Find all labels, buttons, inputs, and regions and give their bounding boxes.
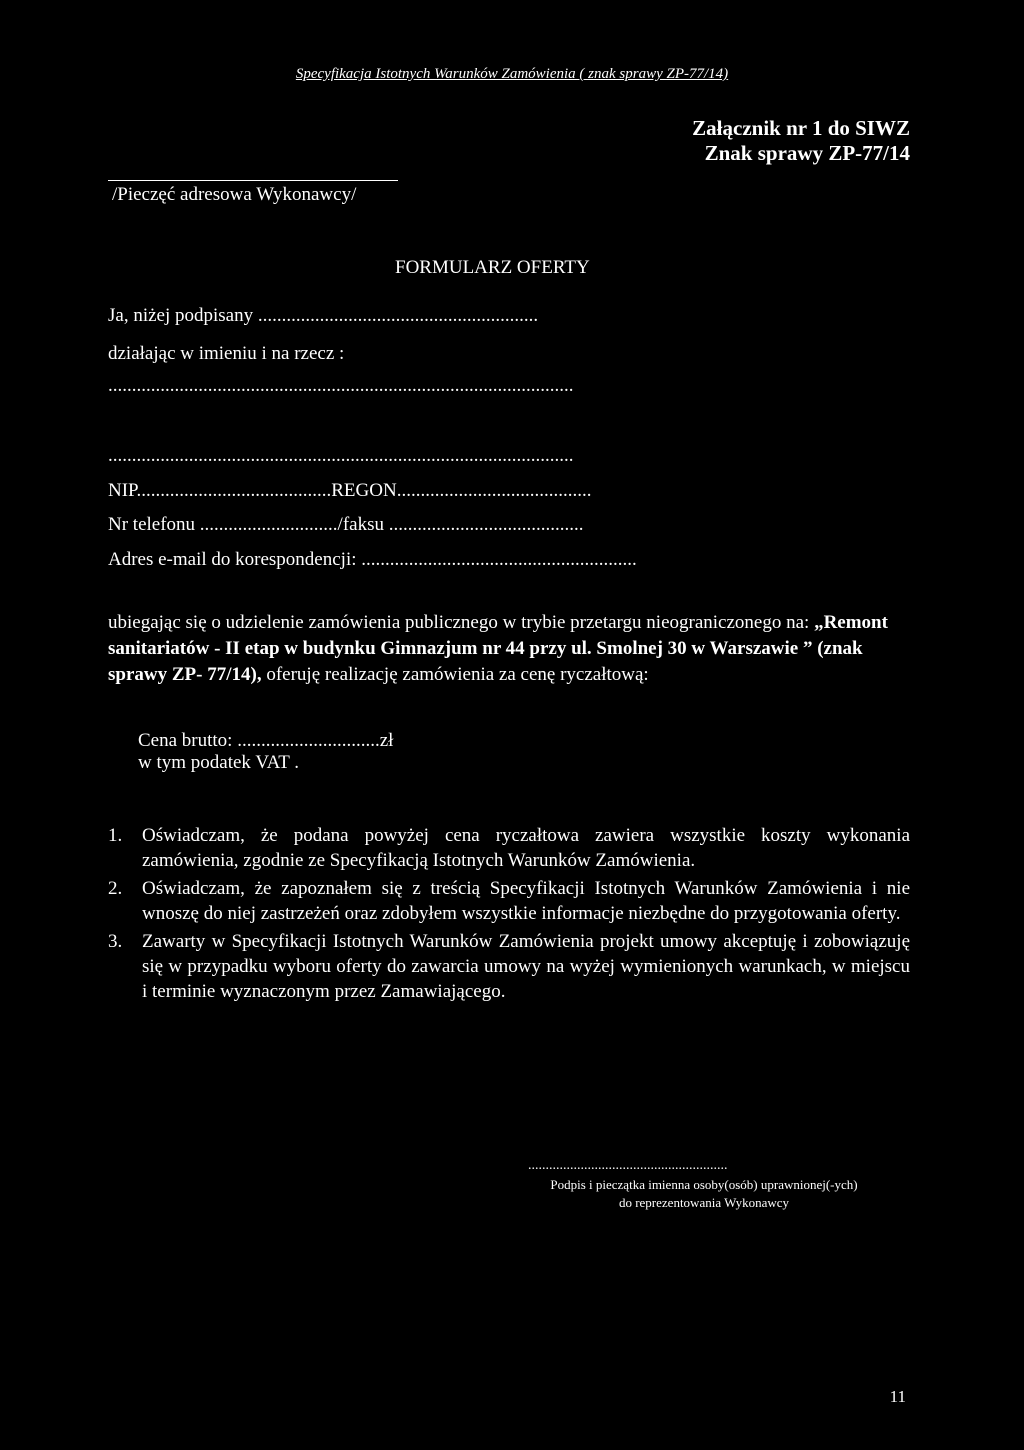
blank-line-2: ..................................................................................................	[108, 445, 574, 466]
statement-item	[108, 876, 910, 926]
statement-item	[108, 929, 910, 1004]
signature-line: .........................................................	[528, 1158, 728, 1173]
signature-caption: Podpis i pieczątka imienna osoby(osób) uprawnionej(-ych) do reprezentowania Wykonawcy	[550, 1177, 858, 1210]
statement-number: 3.	[108, 931, 123, 952]
form-title: FORMULARZ OFERTY	[395, 257, 590, 278]
project-name: „Remont sanitariatów - II etap w budynku Gimnazjum nr 44 przy ul. Smolnej 30 w Warszawie ” (znak sprawy ZP- 77/14),	[108, 612, 888, 685]
statement-text: Oświadczam, że zapoznałem się z treścią Specyfikacji Istotnych Warunków Zamówienia i nie wnoszę do niej zastrzeżeń oraz zdobyłem wszystkie informacje niezbędne do przygotowania oferty.	[142, 878, 910, 924]
statement-number: 1.	[108, 825, 123, 846]
page-number: 11	[889, 1387, 906, 1406]
gross-price: Cena brutto: ..............................zł	[138, 730, 394, 751]
acting-label: działając w imieniu i na rzecz :	[108, 343, 345, 364]
nip-regon-field: NIP.........................................REGON.........................................	[108, 480, 592, 501]
statement-text: Zawarty w Specyfikacji Istotnych Warunków Zamówienia projekt umowy akceptuję i zobowiązuję się w przypadku wyboru oferty do zawarcia umowy na wyżej wymienionych warunkach, w miejscu i terminie wyznaczonym przez Zamawiającego.	[142, 931, 910, 1002]
stamp-label: /Pieczęć adresowa Wykonawcy/	[112, 184, 357, 205]
email-field: Adres e-mail do korespondencji: ..........................................................	[108, 549, 637, 570]
stamp-line	[108, 180, 398, 181]
statement-item	[108, 823, 910, 873]
case-number: Znak sprawy ZP-77/14	[704, 141, 910, 165]
signed-field: Ja, niżej podpisany ...........................................................	[108, 305, 539, 326]
document-header: Specyfikacja Istotnych Warunków Zamówienia ( znak sprawy ZP-77/14)	[295, 66, 729, 82]
statement-text: Oświadczam, że podana powyżej cena ryczałtowa zawiera wszystkie koszty wykonania zamówienia, zgodnie ze Specyfikacją Istotnych Warunków Zamówienia.	[142, 825, 910, 871]
attachment-label: Załącznik nr 1 do SIWZ	[692, 116, 910, 140]
lead-offer: oferuję realizację zamówienia za cenę ryczałtową:	[266, 664, 649, 685]
vat-note: w tym podatek VAT .	[138, 752, 299, 773]
lead-intro: ubiegając się o udzielenie zamówienia publicznego w trybie przetargu nieograniczonego na:	[108, 612, 810, 633]
phone-fax-field: Nr telefonu ............................./faksu .........................................	[108, 514, 584, 535]
blank-line-1: ..................................................................................................	[108, 375, 574, 396]
statements-list	[108, 823, 910, 1004]
statement-number: 2.	[108, 878, 123, 899]
lead-paragraph	[108, 610, 908, 688]
